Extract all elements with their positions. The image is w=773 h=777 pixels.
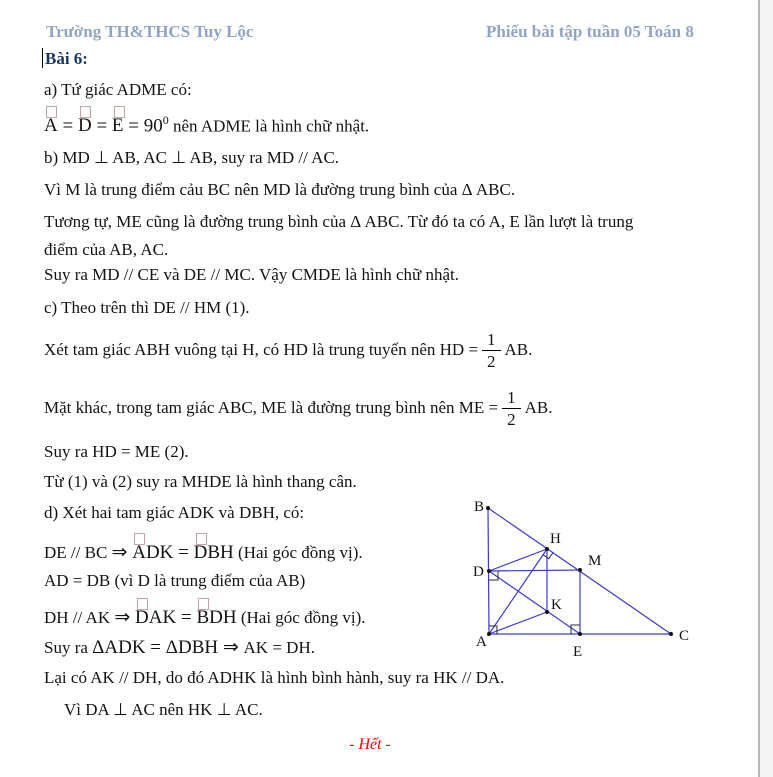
header-sheet-title: Phiếu bài tập tuần 05 Toán 8 — [486, 22, 694, 41]
math-line-hd: Xét tam giác ABH vuông tại H, có HD là trung tuyến nên HD = $\frac{1}{2}$ AB. — [44, 329, 533, 371]
label-K: K — [551, 597, 562, 613]
label-C: C — [679, 628, 690, 644]
header-school-name: Trường TH&THCS Tuy Lộc — [46, 22, 254, 41]
geometry-diagram — [460, 490, 710, 662]
paragraph-d2: AD = DB (vì D là trung điểm của AB) — [44, 571, 306, 590]
fraction-one-half: $\frac{1}{2}$ — [502, 389, 521, 428]
page-edge-divider — [758, 0, 760, 777]
paragraph-suy-ra-1: Suy ra MD // CE và DE // MC. Vậy CMDE là hình chữ nhật. — [44, 265, 459, 284]
paragraph-tu-1-2: Từ (1) và (2) suy ra MHDE là hình thang cân. — [44, 472, 357, 491]
label-H: H — [550, 531, 561, 547]
implies-arrow: ⇒ — [111, 542, 133, 563]
math-line-d4: Suy ra ΔADK = ΔDBH ⇒ AK = DH. — [44, 637, 315, 658]
angle-letter: D — [193, 542, 208, 563]
paragraph-tuong-tu-2: điểm của AB, AC. — [44, 240, 169, 259]
label-A: A — [476, 634, 487, 650]
angle-letter: E — [111, 115, 124, 137]
paragraph-lai-co: Lại có AK // DH, do đó ADHK là hình bình hành, suy ra HK // DA. — [44, 668, 505, 687]
fraction-one-half: $\frac{1}{2}$ — [482, 331, 501, 370]
implies-arrow: ⇒ — [218, 637, 244, 658]
math-line-d3: DH // AK ⇒ DAK = BDH (Hai góc đồng vị). — [44, 607, 366, 628]
end-marker: - Hết - — [349, 736, 391, 753]
angle-letter: A — [132, 542, 146, 563]
angle-letter: A — [44, 115, 58, 137]
paragraph-d: d) Xét hai tam giác ADK và DBH, có: — [44, 503, 305, 522]
text-cursor — [42, 48, 43, 68]
label-B: B — [474, 499, 485, 515]
math-line-me: Mặt khác, trong tam giác ABC, ME là đường trung bình nên ME = $\frac{1}{2}$ AB. — [44, 387, 553, 429]
angle-letter: D — [135, 607, 149, 628]
exercise-title: Bài 6: — [45, 49, 88, 68]
paragraph-b: b) MD ⊥ AB, AC ⊥ AB, suy ra MD // AC. — [44, 148, 340, 167]
math-line-angles-90: $A = D = E = 90^0$ nên ADME là hình chữ nhật. — [44, 113, 370, 137]
angle-letter: B — [196, 607, 210, 628]
paragraph-suy-ra-2: Suy ra HD = ME (2). — [44, 442, 189, 461]
paragraph-tuong-tu-1: Tương tự, ME cũng là đường trung bình của Δ ABC. Từ đó ta có A, E lần lượt là trung — [44, 212, 634, 231]
right-angle-marks — [489, 553, 580, 634]
implies-arrow: ⇒ — [114, 607, 136, 628]
math-line-d1: DE // BC ⇒ ADK = DBH (Hai góc đồng vị). — [44, 542, 363, 563]
paragraph-c: c) Theo trên thì DE // HM (1). — [44, 298, 250, 317]
triangle-equality: ΔADK = ΔDBH — [92, 637, 219, 658]
paragraph-a: a) Tứ giác ADME có: — [44, 80, 192, 99]
superscript-zero: 0 — [162, 113, 169, 127]
paragraph-vi-m: Vì M là trung điểm cảu BC nên MD là đường trung bình của Δ ABC. — [44, 180, 516, 199]
paragraph-vi-da: Vì DA ⊥ AC nên HK ⊥ AC. — [64, 700, 263, 719]
label-M: M — [588, 553, 602, 569]
label-D: D — [473, 564, 484, 580]
angle-letter: D — [77, 115, 92, 137]
diagram-point-labels — [473, 499, 689, 660]
label-E: E — [573, 644, 583, 660]
outside-page-area — [760, 0, 773, 777]
